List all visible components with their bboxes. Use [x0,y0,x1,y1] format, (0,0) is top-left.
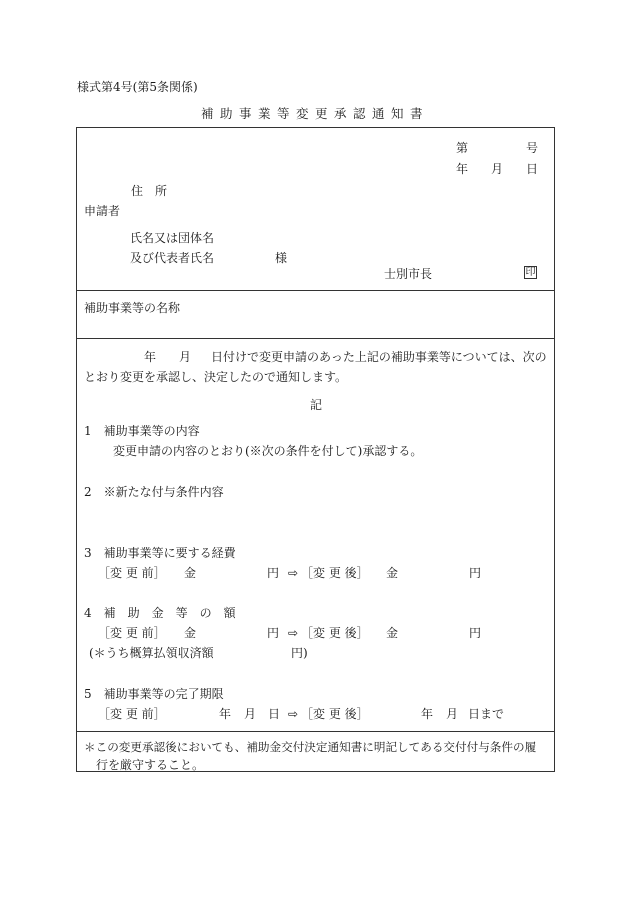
item3-after-en: 円 [469,566,482,580]
footer-note-line2: 行を厳守すること。 [96,758,205,772]
notice-line1: 日付けで変更申請のあった上記の補助事業等については、次の [211,350,547,364]
doc-number-suffix: 号 [526,141,539,155]
item4-title: 4 補 助 金 等 の 額 [84,606,236,620]
notice-line2: とおり変更を承認し、決定したので通知します。 [84,370,348,384]
item4-before-en: 円 [267,626,280,640]
item5-after-label: ［変 更 後］ [301,707,369,721]
notice-ki: 記 [310,398,323,412]
footer-note-line1: ＊この変更承認後においても、補助金交付決定通知書に明記してある交付付与条件の履 [84,740,537,754]
item5-before-year: 年 [219,707,232,721]
item2-title: 2 ※新たな付与条件内容 [84,485,224,499]
item4-after-en: 円 [469,626,482,640]
item3-after-label: ［変 更 後］ [301,566,369,580]
date-month-label: 月 [491,162,504,176]
item4-arrow-icon: ⇨ [288,626,299,640]
notice-year: 年 [144,350,157,364]
item4-after-label: ［変 更 後］ [301,626,369,640]
item3-arrow-icon: ⇨ [288,566,299,580]
item5-before-month: 月 [244,707,257,721]
item3-before-label: ［変 更 前］ [98,566,166,580]
divider-applicant [76,290,555,291]
item5-after-year: 年 [421,707,434,721]
item5-after-day-until: 日まで [468,707,505,721]
item5-after-month: 月 [446,707,459,721]
item3-before-kin: 金 [184,566,197,580]
doc-number-prefix: 第 [456,141,469,155]
document-title: 補助事業等変更承認通知書 [200,106,429,121]
notice-month: 月 [179,350,192,364]
project-name-label: 補助事業等の名称 [84,301,181,315]
honorific-sama: 様 [275,251,288,265]
item4-after-kin: 金 [386,626,399,640]
item3-title: 3 補助事業等に要する経費 [84,546,236,560]
seal-mark: 印 [525,267,536,278]
item5-arrow-icon: ⇨ [288,707,299,721]
divider-project-name [76,338,555,339]
item1-body: 変更申請の内容のとおり(※次の条件を付して)承認する。 [113,444,423,458]
applicant-label: 申請者 [84,204,121,218]
date-year-label: 年 [456,162,469,176]
item4-estimate-paid: (＊うち概算払領収済額 [89,646,214,660]
form-number-label: 様式第4号(第5条関係) [77,80,198,94]
item3-before-en: 円 [267,566,280,580]
item1-title: 1 補助事業等の内容 [84,424,200,438]
name-label: 氏名又は団体名 [130,231,215,245]
date-day-label: 日 [526,162,539,176]
representative-label: 及び代表者氏名 [130,251,215,265]
item5-before-label: ［変 更 前］ [98,707,166,721]
item5-title: 5 補助事業等の完了期限 [84,687,224,701]
item3-after-kin: 金 [386,566,399,580]
item4-estimate-yen: 円) [291,646,308,660]
item5-before-day: 日 [268,707,281,721]
divider-footer-note [76,731,555,732]
mayor-label: 士別市長 [384,267,433,281]
address-label: 住 所 [131,184,168,198]
item4-before-label: ［変 更 前］ [98,626,166,640]
item4-before-kin: 金 [184,626,197,640]
